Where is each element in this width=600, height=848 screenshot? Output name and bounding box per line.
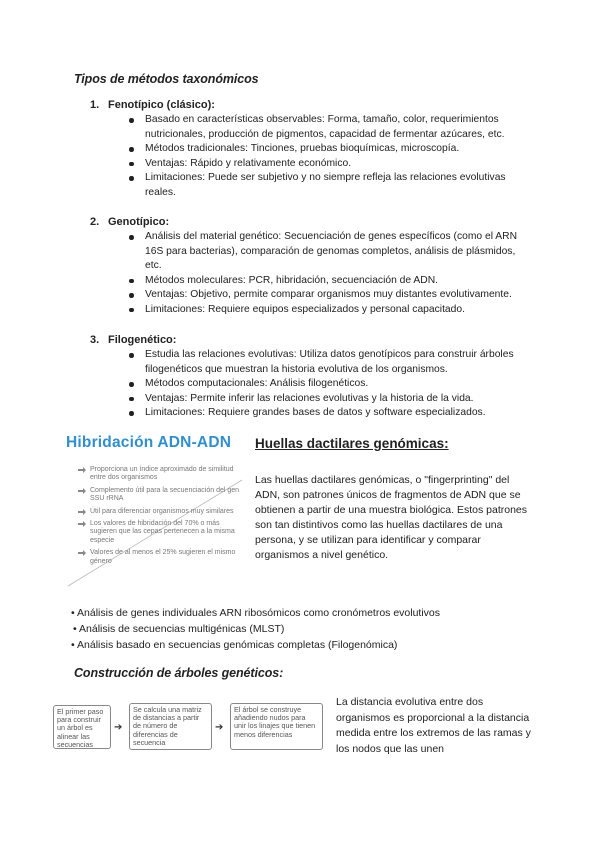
hybridization-item-text: Valores de al menos el 25% sugieren el mismo género xyxy=(90,549,236,565)
arrow-right-icon xyxy=(78,488,86,494)
list-item: Métodos moleculares: PCR, hibridación, secuenciación de ADN. xyxy=(129,274,534,289)
hybridization-item-text: Los valores de hibridación del 70% o más sugieren que las cepas pertenecen a la misma especie xyxy=(90,520,235,544)
list-item: Limitaciones: Requiere equipos especializados y personal capacitado. xyxy=(129,303,534,318)
list-item: Limitaciones: Requiere grandes bases de datos y software especializados. xyxy=(129,406,534,421)
section-title-text: Filogenético: xyxy=(108,334,177,346)
section-number: 1. xyxy=(90,99,100,111)
heading-tree-construction: Construcción de árboles genéticos: xyxy=(74,666,284,680)
list-item: Ventajas: Permite inferir las relaciones evolutivas y la historia de la vida. xyxy=(129,392,534,407)
genotipico-list xyxy=(129,230,534,318)
flow-step-2: Se calcula una matriz de distancias a partir de número de diferencias de secuencia xyxy=(129,703,212,750)
hybridization-list xyxy=(66,466,244,570)
hybridization-item xyxy=(66,549,244,566)
hybridization-item-text: Proporciona un índice aproximado de similitud entre dos organismos xyxy=(90,466,234,482)
list-item: Métodos computacionales: Análisis filogenéticos. xyxy=(129,377,534,392)
arrow-right-icon: ➔ xyxy=(114,722,123,733)
arrow-right-icon xyxy=(78,521,86,527)
hybridization-item xyxy=(66,466,244,483)
fenotipico-list xyxy=(129,113,534,201)
arrow-right-icon xyxy=(78,467,86,473)
hybridization-item xyxy=(66,487,244,504)
hybridization-item xyxy=(66,520,244,545)
list-item: Ventajas: Rápido y relativamente económico. xyxy=(129,157,534,172)
section-number: 2. xyxy=(90,216,100,228)
arrow-right-icon xyxy=(78,509,86,515)
huellas-paragraph: Las huellas dactilares genómicas, o "fingerprinting" del ADN, son patrones únicos de fragmentos de ADN que se obtienen a partir de una muestra biológica. Estos patrones son tan distintivos como las huellas dactilares de una persona, y se utilizan para identificar y comparar organismos a nivel genético. xyxy=(255,474,528,561)
distance-paragraph: La distancia evolutiva entre dos organismos es proporcional a la distancia medida entre los extremos de las ramas y los nodos que las unen xyxy=(336,696,531,755)
hybridization-item xyxy=(66,508,244,516)
filogenetico-list xyxy=(129,348,534,421)
analysis-bullet: • Análisis de secuencias multigénicas (MLST) xyxy=(73,623,285,635)
analysis-bullet: • Análisis de genes individuales ARN ribosómicos como cronómetros evolutivos xyxy=(71,607,441,619)
hybridization-title: Hibridación ADN-ADN xyxy=(66,434,232,451)
huellas-title: Huellas dactilares genómicas: xyxy=(255,436,449,451)
list-item: Estudia las relaciones evolutivas: Utiliza datos genotípicos para construir árboles filogenéticos que muestran la historia evolutiva de los organismos. xyxy=(129,348,534,377)
section-title-text: Fenotípico (clásico): xyxy=(108,99,215,111)
analysis-bullet: • Análisis basado en secuencias genómicas completas (Filogenómica) xyxy=(71,639,398,651)
list-item: Limitaciones: Puede ser subjetivo y no siempre refleja las relaciones evolutivas reales. xyxy=(129,171,534,200)
hybridization-item-text: Complemento útil para la secuenciación del gen SSU rRNA xyxy=(90,486,240,503)
section-number: 3. xyxy=(90,334,100,346)
hybridization-item-text: Útil para diferenciar organismos muy similares xyxy=(90,507,234,515)
section-filogenetico-title xyxy=(90,334,176,346)
arrow-right-icon xyxy=(78,550,86,556)
flow-step-1: El primer paso para construir un árbol es alinear las secuencias xyxy=(53,705,111,749)
heading-taxonomic-methods: Tipos de métodos taxonómicos xyxy=(74,72,259,86)
list-item: Métodos tradicionales: Tinciones, pruebas bioquímicas, microscopía. xyxy=(129,142,534,157)
list-item: Análisis del material genético: Secuenciación de genes específicos (como el ARN 16S para bacterias), comparación de genomas completos, análisis de plásmidos, etc. xyxy=(129,230,534,274)
list-item: Basado en características observables: Forma, tamaño, color, requerimientos nutricionales, producción de pigmentos, capacidad de fermentar azúcares, etc. xyxy=(129,113,534,142)
arrow-right-icon: ➔ xyxy=(215,722,224,733)
list-item: Ventajas: Objetivo, permite comparar organismos muy distantes evolutivamente. xyxy=(129,288,534,303)
section-genotipico-title xyxy=(90,216,169,228)
flow-step-3: El árbol se construye añadiendo nudos para unir los linajes que tienen menos diferencias xyxy=(230,703,323,750)
section-title-text: Genotípico: xyxy=(108,216,170,228)
section-fenotipico-title xyxy=(90,99,215,111)
hybridization-figure xyxy=(66,430,244,585)
